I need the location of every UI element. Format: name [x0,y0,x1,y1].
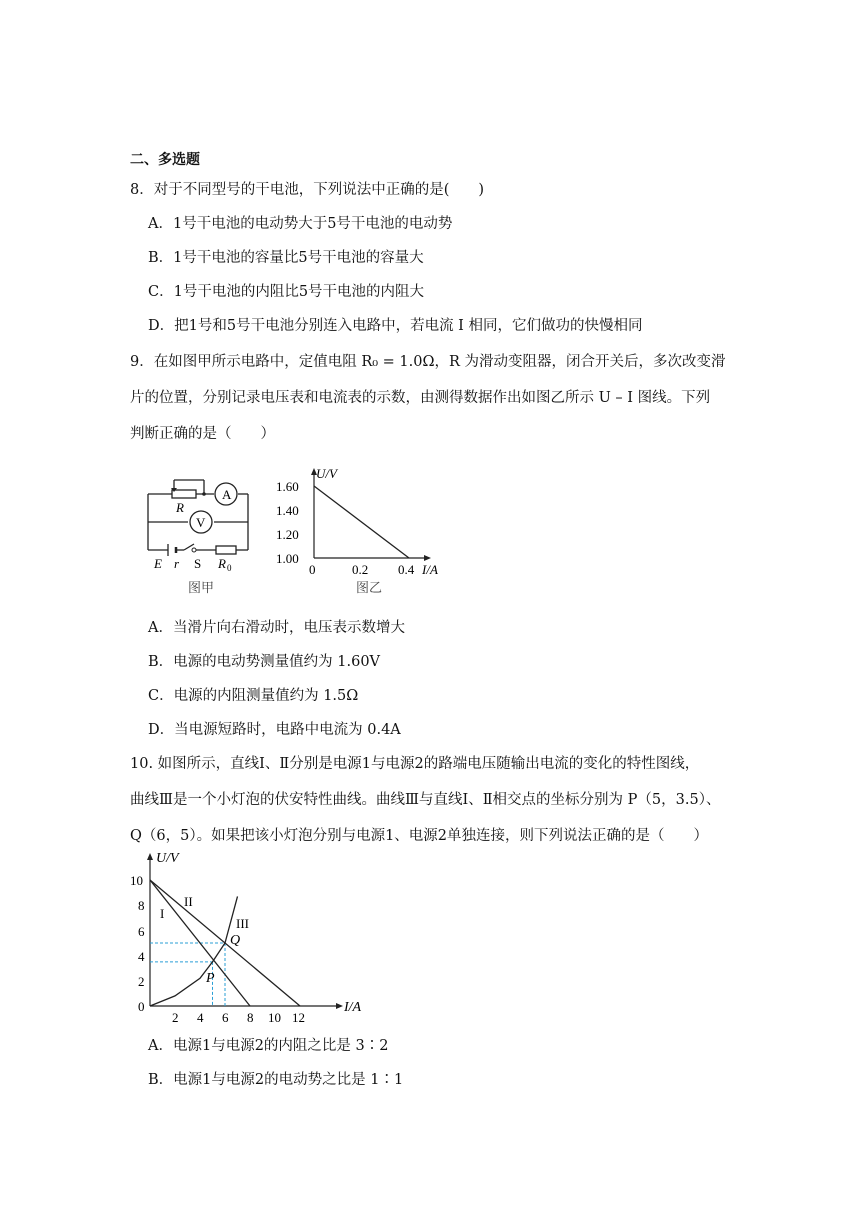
label-line-ii: II [184,894,193,909]
q10-xtick-2: 2 [172,1010,179,1025]
q9-ytick-160: 1.60 [276,479,299,494]
q9-ylabel: U/V [316,466,337,481]
q10-ytick-0: 0 [138,999,145,1014]
q9-u-i-line [314,486,409,558]
label-curve-iii: III [236,916,249,931]
q8-option-c: C．1号干电池的内阻比5号干电池的内阻大 [148,284,425,300]
rheostat-symbol [172,490,196,498]
q9-option-c: C．电源的内阻测量值约为 1.5Ω [148,688,359,704]
q9-option-d: D．当电源短路时，电路中电流为 0.4A [148,722,401,738]
q10-ytick-4: 4 [138,949,145,964]
q8-option-d: D．把1号和5号干电池分别连入电路中，若电流 I 相同，它们做功的快慢相同 [148,318,643,334]
r0-subscript: 0 [227,563,232,573]
internal-resistance-label: r [174,556,180,571]
q10-graph [126,848,376,1028]
r0-label: R [218,556,226,571]
q9-xlabel: I/A [422,562,438,577]
q9-graph [276,464,456,598]
section-title: 二、多选题 [130,152,200,168]
circuit-diagram [140,470,270,600]
question-10-line1: 10. 如图所示，直线Ⅰ、Ⅱ分别是电源1与电源2的路端电压随输出电流的变化的特性图线， [130,756,700,772]
voltmeter-label: V [196,515,206,530]
q10-xtick-10: 10 [268,1010,281,1025]
q10-xtick-8: 8 [247,1010,254,1025]
emf-label: E [154,556,162,571]
q9-xtick-0: 0 [309,562,316,577]
q10-ytick-6: 6 [138,924,145,939]
q9-ytick-100: 1.00 [276,551,299,566]
resistor-r0-symbol [216,546,236,554]
q10-ylabel: U/V [156,851,179,866]
label-point-q: Q [230,933,241,948]
q8-option-b: B．1号干电池的容量比5号干电池的容量大 [148,250,424,266]
q10-ytick-10: 10 [130,873,143,888]
circuit-caption: 图甲 [188,580,215,595]
q10-xtick-4: 4 [197,1010,204,1025]
q9-option-a: A．当滑片向右滑动时，电压表示数增大 [148,620,405,636]
question-9-line1: 9．在如图甲所示电路中，定值电阻 R₀ = 1.0Ω，R 为滑动变阻器，闭合开关后，多次改变滑 [130,354,726,370]
q10-option-a: A．电源1与电源2的内阻之比是 3∶2 [148,1038,389,1054]
label-point-p: P [206,971,215,986]
rheostat-label: R [176,500,184,515]
q9-ytick-120: 1.20 [276,527,299,542]
q10-ytick-8: 8 [138,898,145,913]
question-10-line2: 曲线Ⅲ是一个小灯泡的伏安特性曲线。曲线Ⅲ与直线Ⅰ、Ⅱ相交点的坐标分别为 P（5，3.5）、 [130,792,721,808]
question-10-line3: Q（6，5）。如果把该小灯泡分别与电源1、电源2单独连接，则下列说法正确的是（ ） [130,828,709,844]
switch-label: S [194,556,202,571]
q10-xlabel: I/A [344,1000,362,1015]
q9-xtick-02: 0.2 [352,562,369,577]
q10-xtick-6: 6 [222,1010,229,1025]
q9-xtick-04: 0.4 [398,562,415,577]
q8-option-a: A．1号干电池的电动势大于5号干电池的电动势 [148,216,453,232]
q9-ytick-140: 1.40 [276,503,299,518]
question-9-line3: 判断正确的是（ ） [130,426,275,442]
question-9-line2: 片的位置，分别记录电压表和电流表的示数，由测得数据作出如图乙所示 U – I 图线。下列 [130,390,711,406]
q9-graph-caption: 图乙 [356,580,383,595]
q9-option-b: B．电源的电动势测量值约为 1.60V [148,654,381,670]
q10-xtick-12: 12 [292,1010,305,1025]
q10-ytick-2: 2 [138,974,145,989]
ammeter-label: A [222,487,232,502]
q10-option-b: B．电源1与电源2的电动势之比是 1∶1 [148,1072,404,1088]
label-line-i: I [160,906,165,921]
question-8-stem: 8．对于不同型号的干电池，下列说法中正确的是( ) [130,182,485,198]
